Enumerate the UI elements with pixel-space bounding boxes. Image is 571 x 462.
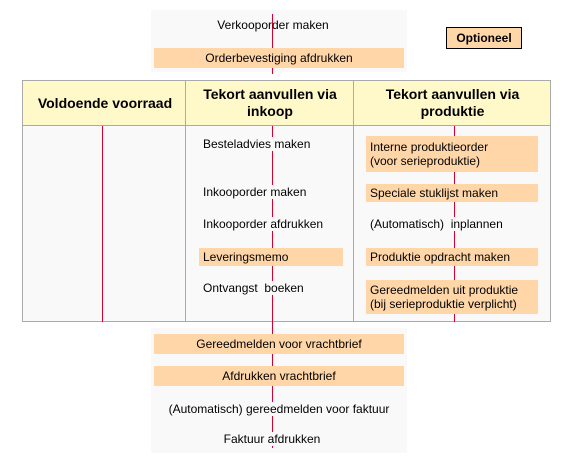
- column-header-produktie: Tekort aanvullen via produktie: [385, 86, 520, 119]
- column-body-voldoende-voorraad: [23, 126, 185, 321]
- voorraad-flow-line: [102, 126, 103, 322]
- column-header-inkoop: Tekort aanvullen via inkoop: [203, 86, 337, 119]
- step-automatisch-inplannen: (Automatisch) inplannen: [366, 217, 538, 231]
- step-inkooporder-afdrukken: Inkooporder afdrukken: [199, 217, 343, 231]
- step-gereedmelden-voor-vrachtbrief: Gereedmelden voor vrachtbrief: [154, 334, 404, 354]
- step-gereedmelden-uit-produktie: Gereedmelden uit produktie (bij serieproduktie verplicht): [366, 280, 538, 314]
- step-ontvangst-boeken: Ontvangst boeken: [199, 281, 343, 295]
- optional-legend: Optioneel: [446, 27, 522, 49]
- step-interne-produktieorder: Interne produktieorder (voor serieproduktie): [366, 136, 538, 172]
- step-speciale-stuklijst-maken: Speciale stuklijst maken: [366, 184, 538, 202]
- step-faktuur-afdrukken: Faktuur afdrukken: [210, 432, 334, 446]
- column-header-voldoende-voorraad: Voldoende voorraad: [37, 94, 173, 111]
- step-besteladvies-maken: Besteladvies maken: [199, 137, 343, 151]
- step-verkooporder-maken: Verkooporder maken: [217, 18, 329, 32]
- step-inkooporder-maken: Inkooporder maken: [199, 185, 343, 199]
- step-afdrukken-vrachtbrief: Afdrukken vrachtbrief: [154, 366, 404, 386]
- header-separator-2: [353, 80, 354, 126]
- step-produktie-opdracht-maken: Produktie opdracht maken: [366, 248, 538, 266]
- header-separator-1: [185, 80, 186, 126]
- step-orderbevestiging-afdrukken: Orderbevestiging afdrukken: [154, 48, 404, 68]
- step-leveringsmemo: Leveringsmemo: [199, 248, 343, 266]
- step-gereedmelden-voor-faktuur: (Automatisch) gereedmelden voor faktuur: [151, 402, 407, 416]
- column-header-row: [22, 80, 551, 126]
